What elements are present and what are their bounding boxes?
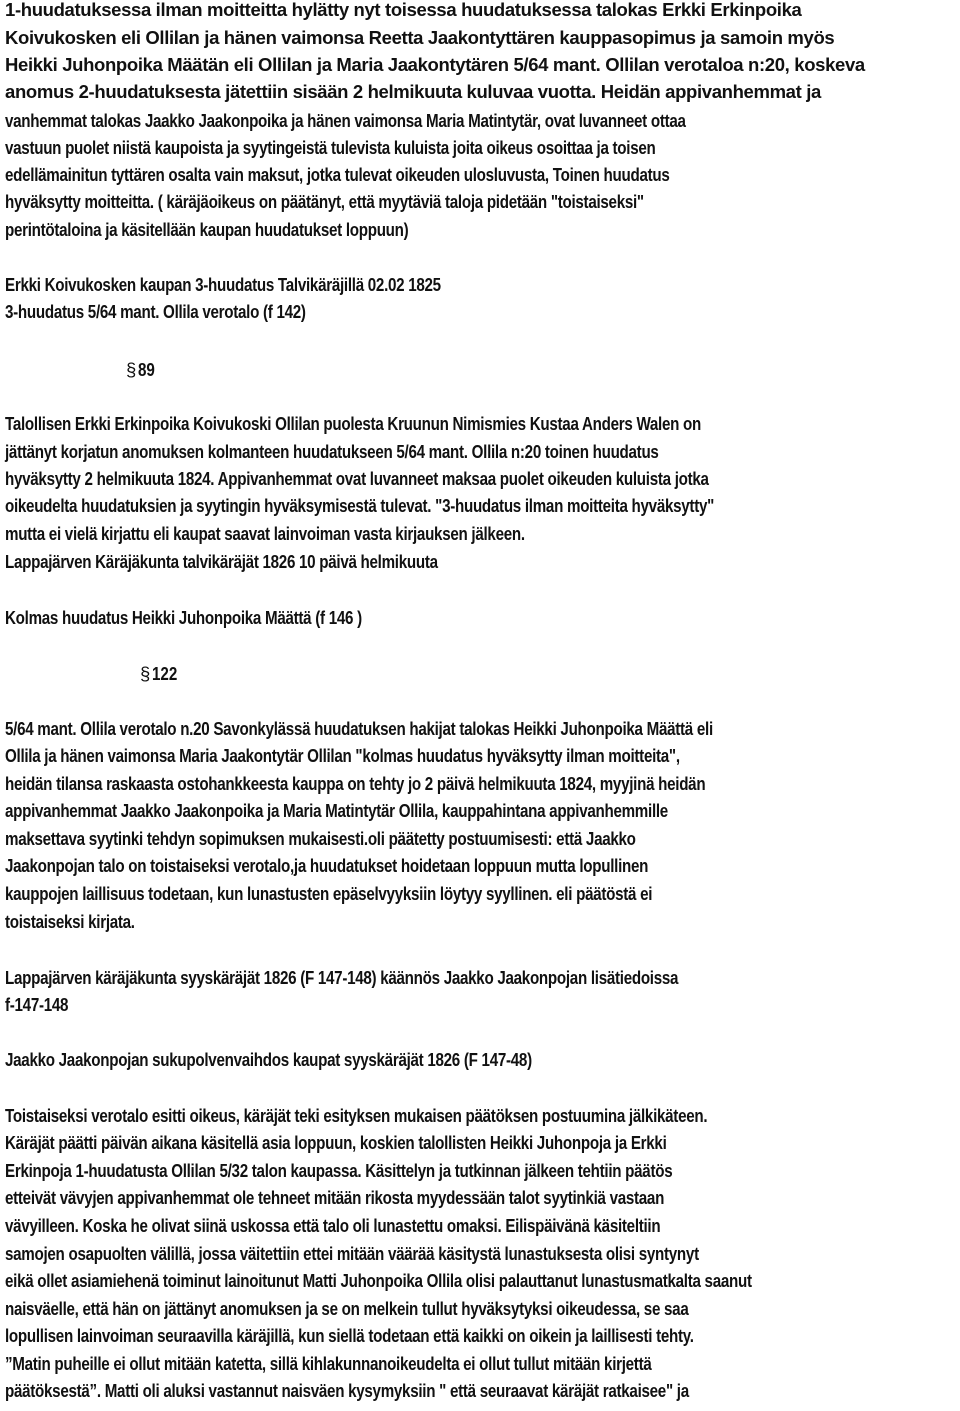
paragraph-4-line-7 [5, 1271, 916, 1291]
paragraph-1-line-3 [5, 55, 865, 75]
text: Heikki Juhonpoika Määtän eli Ollilan ja Maria Jaakontytären 5/64 mant. Ollilan verotaloa n:20, koskeva [5, 54, 865, 75]
paragraph-4-line-11 [5, 1381, 839, 1401]
section-mark-89 [126, 360, 159, 380]
text: Lappajärven käräjäkunta syyskäräjät 1826 (F 147-148) käännös Jaakko Jaakonpojan lisätiedoissa [5, 967, 679, 988]
paragraph-4-line-8 [5, 1299, 839, 1319]
text: eikä ollet asiamiehenä toiminut lainoitunut Matti Juhonpoika Ollila olisi palauttanut lunastusmatkalta saanut [5, 1270, 752, 1291]
text: heidän tilansa raskaasta ostohankkeesta kauppa on tehty jo 2 päivä helmikuuta 1824, myyjinä heidän [5, 773, 706, 794]
paragraph-1-line-7 [5, 165, 815, 185]
text: lopullisen lainvoiman seuraavilla käräjillä, kun siellä todetaan että kaikki on oikein ja laillisesti tehty. [5, 1325, 694, 1346]
section-sign: § [126, 359, 137, 380]
paragraph-4-line-5 [5, 1216, 804, 1236]
paragraph-1-line-9 [5, 220, 497, 240]
paragraph-2-line-1 [5, 414, 854, 434]
paragraph-1-line-8 [5, 192, 784, 212]
paragraph-4-line-1 [5, 1106, 861, 1126]
text: Toistaiseksi verotalo esitti oikeus, käräjät teki esityksen mukaisen päätöksen postuumina jälkikäteen. [5, 1105, 708, 1126]
paragraph-4-line-9 [5, 1326, 845, 1346]
heading-2 [5, 608, 440, 628]
paragraph-1-line-1 [5, 0, 801, 20]
heading-3-line-1 [5, 968, 826, 988]
paragraph-3-line-2 [5, 746, 828, 766]
paragraph-2-line-6 [5, 552, 533, 572]
text: mutta ei vielä kirjattu eli kaupat saavat lainvoiman vasta kirjauksen jälkeen. [5, 523, 525, 544]
text: Erkki Koivukosken kaupan 3-huudatus Talvikäräjillä 02.02 1825 [5, 274, 441, 295]
text: Kolmas huudatus Heikki Juhonpoika Määttä (f 146 ) [5, 607, 362, 628]
text: Koivukosken eli Ollilan ja hänen vaimonsa Reetta Jaakontyttären kauppasopimus ja samoin myös [5, 27, 835, 48]
text: Erkinpoja 1-huudatusta Ollilan 5/32 talon kaupassa. Käsittelyn ja tutkinnan jälkeen tehtiin päätös [5, 1160, 673, 1181]
text: hyväksytty 2 helmikuuta 1824. Appivanhemmat ovat luvanneet maksaa puolet oikeuden kuluista jotka [5, 468, 709, 489]
heading-1-line-2 [5, 302, 372, 322]
text: anomus 2-huudatuksesta jätettiin sisään 2 helmikuuta kuluvaa vuotta. Heidän appivanhemmat ja [5, 81, 821, 102]
text: Ollila ja hänen vaimonsa Maria Jaakontytär Ollilan "kolmas huudatus hyväksytty ilman moitteita", [5, 745, 680, 766]
paragraph-1-line-5 [5, 111, 835, 131]
paragraph-2-line-4 [5, 496, 870, 516]
text: Käräjät päätti päivän aikana käsitellä asia loppuun, koskien talollisten Heikki Juhonpoja ja Erkki [5, 1132, 667, 1153]
text: hyväksytty moitteitta. ( käräjäoikeus on päätänyt, että myytäviä taloja pidetään "toistaiseksi" [5, 191, 644, 212]
text: vanhemmat talokas Jaakko Jaakonpoika ja hänen vaimonsa Maria Matintytär, ovat luvanneet ottaa [5, 110, 686, 131]
text: vastuun puolet niistä kaupoista ja syytingeistä tulevista kuluista joita oikeus osoittaa ja toisen [5, 137, 656, 158]
text: edellämainitun tyttären osalta vain maksut, jotka tulevat oikeuden ulosluvusta, Toinen huudatus [5, 164, 670, 185]
text: etteivät vävyjen appivanhemmat ole tehneet mitään rikosta myydessään talot syytinkiä vastaan [5, 1187, 665, 1208]
paragraph-2-line-3 [5, 469, 863, 489]
text: kauppojen laillisuus todetaan, kun lunastusten epäselvyyksiin löytyy syyllinen. eli päätöstä ei [5, 883, 653, 904]
section-number: 89 [138, 359, 156, 380]
text: f-147-148 [5, 994, 69, 1015]
text: vävyilleen. Koska he olivat siinä uskossa että talo oli lunastettu omaksi. Eilispäivänä käsiteltiin [5, 1215, 661, 1236]
heading-1-line-1 [5, 275, 537, 295]
text: Lappajärven Käräjäkunta talvikäräjät 1826 10 päivä helmikuuta [5, 551, 438, 572]
paragraph-3-line-1 [5, 719, 868, 739]
paragraph-4-line-6 [5, 1244, 851, 1264]
text: maksettava syytinki tehdyn sopimuksen mukaisesti.oli päätetty postuumisesti: että Jaakko [5, 828, 636, 849]
text: appivanhemmat Jaakko Jaakonpoika ja Maria Matintytär Ollila, kauppahintana appivanhemmille [5, 800, 668, 821]
section-number: 122 [152, 663, 178, 684]
paragraph-4-line-4 [5, 1188, 809, 1208]
paragraph-3-line-6 [5, 856, 789, 876]
paragraph-2-line-2 [5, 442, 802, 462]
text: ”Matin puheille ei ollut mitään katetta, sillä kihlakunnanoikeudelta ei ollut tullut mitään kirjettä [5, 1353, 652, 1374]
section-mark-122 [140, 664, 183, 684]
paragraph-3-line-4 [5, 801, 813, 821]
paragraph-3-line-8 [5, 912, 163, 932]
text: 1-huudatuksessa ilman moitteitta hylätty nyt toisessa huudatuksessa talokas Erkki Erkinpoika [5, 0, 802, 20]
paragraph-4-line-3 [5, 1161, 819, 1181]
paragraph-3-line-3 [5, 774, 859, 794]
text: Talollisen Erkki Erkinpoika Koivukoski Ollilan puolesta Kruunun Nimismies Kustaa Anders Walen on [5, 413, 702, 434]
text: oikeudelta huudatuksien ja syytingin hyväksymisestä tulevat. "3-huudatus ilman moitteita hyväksytty" [5, 495, 715, 516]
section-sign: § [140, 663, 151, 684]
paragraph-1-line-2 [5, 28, 834, 48]
text: jättänyt korjatun anomuksen kolmanteen huudatukseen 5/64 mant. Ollila n:20 toinen huudatus [5, 441, 659, 462]
text: naisväelle, että hän on jättänyt anomuksen ja se on melkein tullut hyväksytyksi oikeudessa, se saa [5, 1298, 689, 1319]
paragraph-3-line-7 [5, 884, 794, 904]
text: Jaakonpojan talo on toistaiseksi verotalo,ja huudatukset hoidetaan loppuun mutta lopullinen [5, 855, 649, 876]
text: perintötaloina ja käsitellään kaupan huudatukset loppuun) [5, 219, 409, 240]
paragraph-4-line-10 [5, 1354, 793, 1374]
text: toistaiseksi kirjata. [5, 911, 135, 932]
paragraph-2-line-5 [5, 524, 639, 544]
text: päätöksestä”. Matti oli aluksi vastannut naisväen kysymyksiin " että seuraavat käräjät ratkaisee" ja [5, 1380, 689, 1401]
paragraph-1-line-6 [5, 138, 798, 158]
paragraph-3-line-5 [5, 829, 774, 849]
text: 5/64 mant. Ollila verotalo n.20 Savonkylässä huudatuksen hakijat talokas Heikki Juhonpoika Määttä eli [5, 718, 713, 739]
paragraph-1-line-4 [5, 82, 821, 102]
text: 3-huudatus 5/64 mant. Ollila verotalo (f 142) [5, 301, 306, 322]
heading-4 [5, 1050, 648, 1070]
text: samojen osapuolten välillä, jossa väitettiin ettei mitään väärää käsitystä lunastuksesta olisi syntynyt [5, 1243, 699, 1264]
paragraph-4-line-2 [5, 1133, 812, 1153]
heading-3-line-2 [5, 995, 82, 1015]
text: Jaakko Jaakonpojan sukupolvenvaihdos kaupat syyskäräjät 1826 (F 147-48) [5, 1049, 532, 1070]
